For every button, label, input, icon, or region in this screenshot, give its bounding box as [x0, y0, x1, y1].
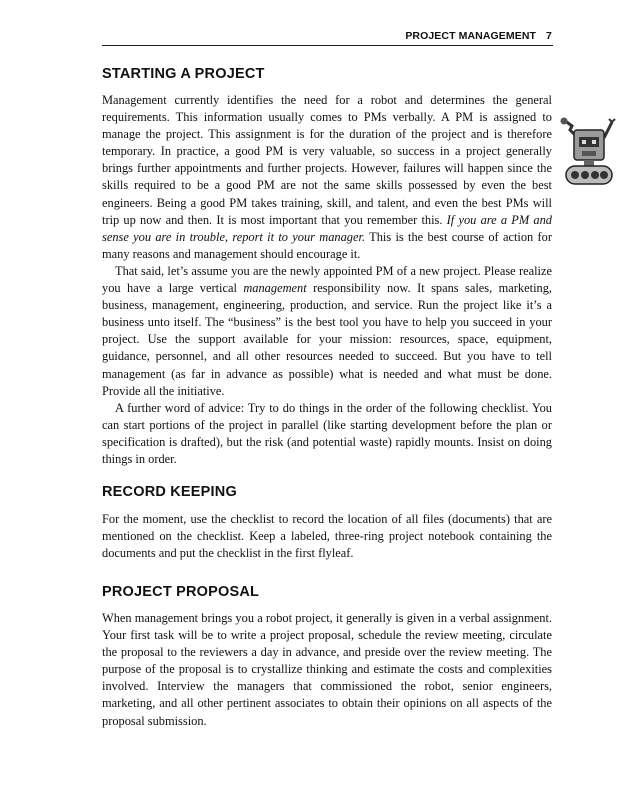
- section-body-project-proposal: [102, 610, 552, 730]
- emphasis: If you are a PM and sense you are in trouble, report it to your manager.: [102, 212, 552, 244]
- section-body-starting-a-project: [102, 92, 552, 468]
- page-number: 7: [546, 30, 552, 42]
- running-head-title: PROJECT MANAGEMENT: [405, 30, 537, 42]
- paragraph: Management currently identifies the need for a robot and determines the general requirements. This information usually comes to PMs verbally. A PM is assigned to manage the project. This assignment is for the duration of the project and is therefore temporary. In practice, a good PM is very valuable, so success in a project generally brings further appointments and further projects. However, failures will happen since the skills required to be a good PM are not the same skills possessed by even the best engineers. Being a good PM takes training, skill, and talent, and even the best PMs will trip up now and then. It is most important that you remember this. If you are a PM and sense you are in trouble, report it to your manager. This is the best course of action for many reasons and management should encourage it.: [102, 93, 552, 261]
- robot-with-wrench-icon: [560, 116, 616, 190]
- section-heading-project-proposal: PROJECT PROPOSAL: [102, 584, 260, 600]
- paragraph: For the moment, use the checklist to record the location of all files (documents) that are mentioned on the checklist. Keep a labeled, three-ring project notebook containing the documents and put the checklist in the first flyleaf.: [102, 512, 552, 561]
- section-heading-record-keeping: RECORD KEEPING: [102, 484, 237, 500]
- header-rule: [102, 45, 553, 46]
- paragraph: That said, let’s assume you are the newly appointed PM of a new project. Please realize you have a large vertical management responsibility now. It spans sales, marketing, business, management, engineering, production, and service. Run the project like it’s a business unto itself. The “business” is the best tool you have to help you succeed in your project. Use the support available for your mission: resources, space, equipment, guidance, personnel, and all other resources needed to succeed. But you have to tell management (as far in advance as possible) what is needed and what must be done. Provide all the initiative.: [102, 263, 552, 398]
- section-heading-starting-a-project: STARTING A PROJECT: [102, 66, 265, 82]
- emphasis: management: [243, 281, 307, 296]
- paragraph: When management brings you a robot project, it generally is given in a verbal assignment. Your first task will be to write a project proposal, schedule the review meeting, circulate the proposal to the reviewers a day in advance, and preside over the review meeting. The purpose of the proposal is to crystallize thinking and estimate the costs and complexities involved. Interview the managers that commissioned the robot, senior engineers, marketing, and all other pertinent associates to obtain their opinions on all aspects of the proposal submission.: [102, 611, 552, 728]
- running-head: [102, 30, 552, 42]
- section-body-record-keeping: [102, 511, 552, 562]
- paragraph: A further word of advice: Try to do things in the order of the following checklist. You can start portions of the project in parallel (like starting development before the plan or specification is drafted), but the risk (and potential waste) rapidly mounts. Insist on doing things in order.: [102, 400, 552, 466]
